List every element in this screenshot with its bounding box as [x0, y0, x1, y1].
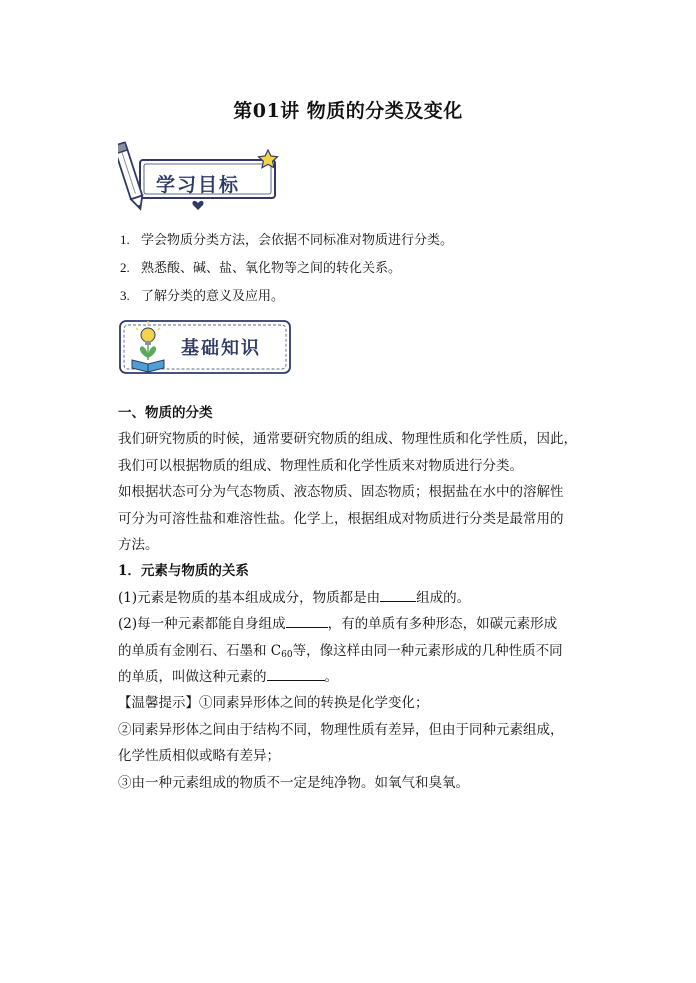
- fill-in-line: [118, 664, 588, 690]
- tip-line: ③由一种元素组成的物质不一定是纯净物。如氧气和臭氧。: [118, 774, 469, 791]
- paragraph-line: 我们研究物质的时候，通常要研究物质的组成、物理性质和化学性质，因此，: [118, 431, 577, 448]
- paragraph-line: 可分为可溶性盐和难溶性盐。化学上，根据组成对物质进行分类是最常用的: [118, 510, 564, 527]
- answer-blank: [267, 666, 325, 681]
- list-item-number: 1.: [120, 232, 130, 247]
- paragraph-line: 我们可以根据物质的组成、物理性质和化学性质来对物质进行分类。: [118, 457, 523, 474]
- main-content: [118, 400, 588, 796]
- list-item-number: 2.: [120, 260, 130, 275]
- learning-goals-banner: [118, 140, 283, 212]
- text-span: 等，像这样由同一种元素形成的几种性质不同: [292, 642, 563, 659]
- section-heading: 一、物质的分类: [118, 405, 213, 421]
- text-span: 。: [324, 669, 338, 686]
- list-item: [120, 282, 453, 310]
- text-span: 组成的。: [416, 589, 471, 606]
- answer-blank: [380, 587, 416, 602]
- text-span: ①同素异形体之间的转换是化学变化；: [199, 695, 429, 712]
- answer-blank: [286, 613, 328, 628]
- text-span: (2)每一种元素都能自身组成: [118, 616, 286, 633]
- learning-goals-list: [120, 226, 453, 310]
- list-item: [120, 254, 453, 282]
- text-span: 的单质，叫做这种元素的: [118, 669, 267, 686]
- tip-label: 【温馨提示】: [118, 695, 199, 712]
- paragraph-line: 如根据状态可分为气态物质、液态物质、固态物质；根据盐在水中的溶解性: [118, 484, 564, 501]
- list-item-number: 3.: [120, 288, 130, 303]
- list-item: [120, 226, 453, 254]
- subsection-heading: 1．元素与物质的关系: [118, 563, 249, 580]
- tip-line: 化学性质相似或略有差异；: [118, 748, 280, 765]
- fill-in-line: [118, 611, 588, 637]
- list-item-text: 了解分类的意义及应用。: [141, 289, 285, 304]
- list-item-text: 学会物质分类方法，会依据不同标准对物质进行分类。: [141, 233, 454, 248]
- learning-goals-label: 学习目标: [156, 174, 241, 196]
- basic-knowledge-label: 基础知识: [181, 338, 261, 359]
- tip-line: ②同素异形体之间由于结构不同，物理性质有差异，但由于同种元素组成，: [118, 721, 564, 738]
- subscript: 60: [281, 649, 293, 660]
- tip-line: [118, 690, 588, 716]
- text-span: (1)元素是物质的基本组成成分，物质都是由: [118, 589, 381, 606]
- fill-in-line: [118, 585, 588, 611]
- paragraph-line: [118, 638, 588, 664]
- paragraph-line: 方法。: [118, 537, 159, 554]
- list-item-text: 熟悉酸、碱、盐、氧化物等之间的转化关系。: [141, 261, 402, 276]
- page-title: 第01讲 物质的分类及变化: [233, 100, 463, 122]
- text-span: 的单质有金刚石、石墨和 C: [118, 642, 282, 659]
- basic-knowledge-banner: [118, 318, 293, 378]
- text-span: ，有的单质有多种形态，如碳元素形成: [327, 616, 558, 633]
